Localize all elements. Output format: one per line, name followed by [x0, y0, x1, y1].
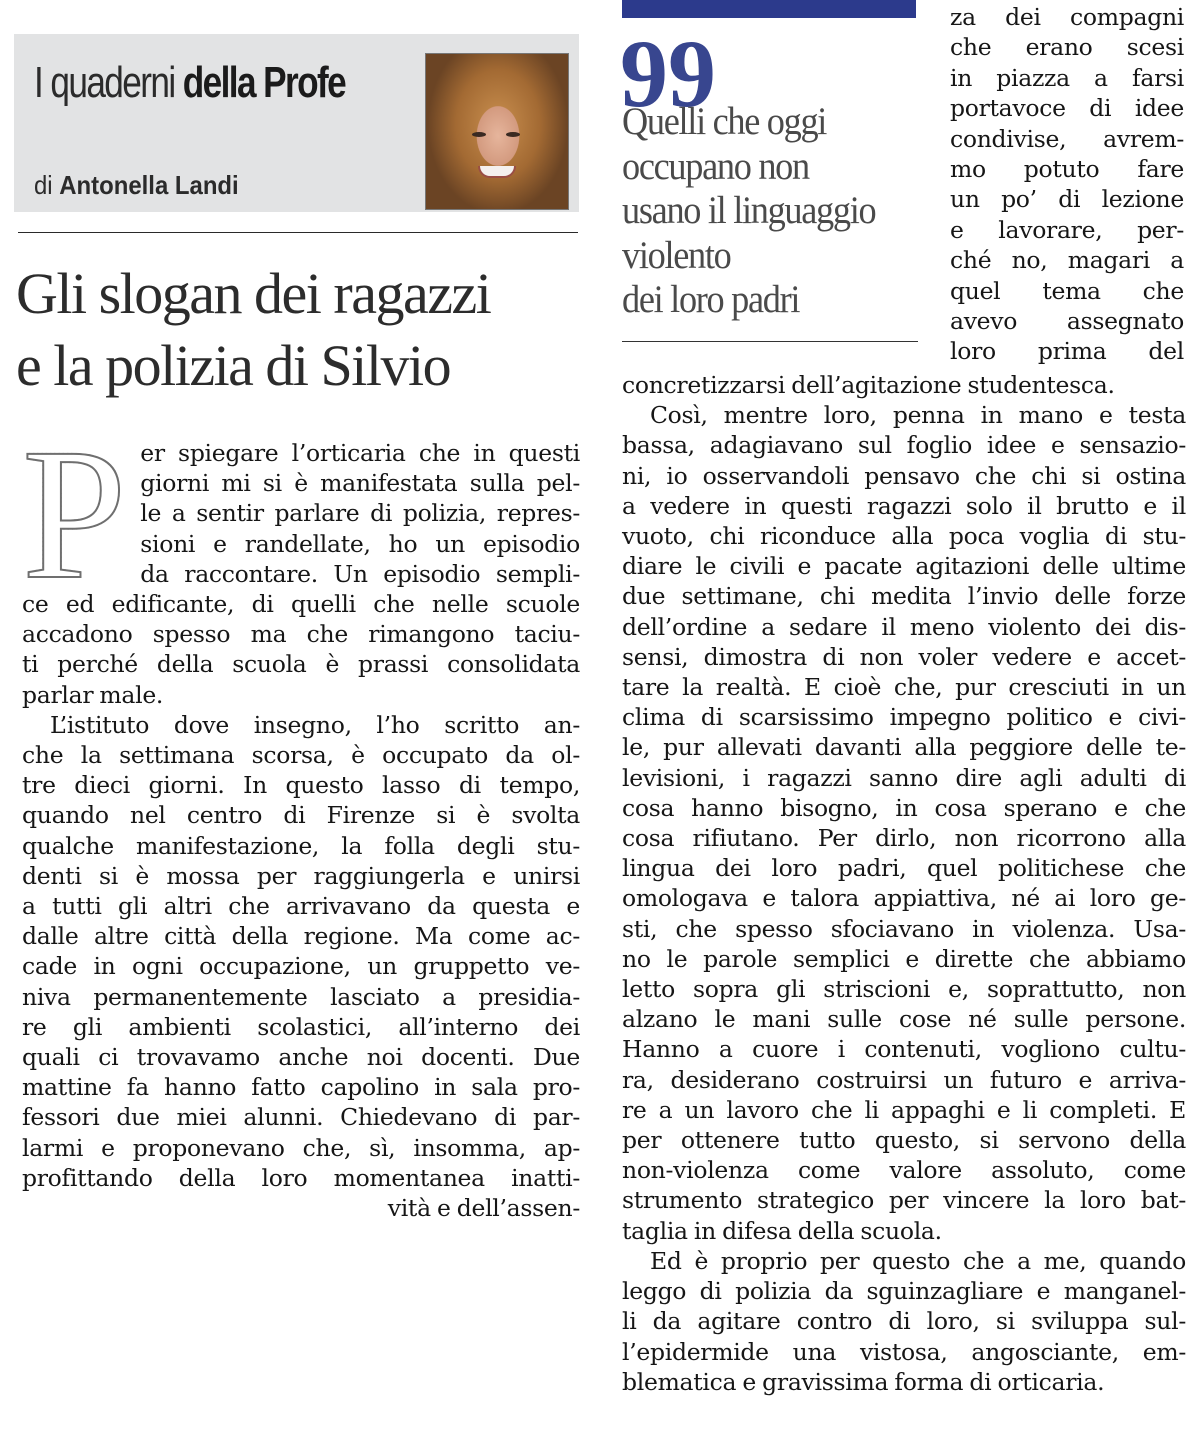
text-line: cosa hanno bisogno, in cosa sperano e che — [622, 793, 1186, 822]
pullquote-line: violento — [622, 233, 731, 277]
text-line: giorni mi si è manifestata sulla pel- — [140, 469, 580, 498]
text-line: ni, io osservandoli pensavo che chi si ostina — [622, 461, 1186, 490]
paragraph-5 — [622, 1246, 1186, 1397]
text-line: dell’ordine a sedare il meno violento dei dis- — [622, 612, 1186, 641]
text-line: quel tema che — [950, 276, 1184, 305]
author-photo — [425, 53, 569, 210]
text-line: diare le civili e pacate agitazioni delle ultime — [622, 552, 1186, 581]
author-name: Antonella Landi — [59, 170, 239, 200]
text-line: profittando della loro momentanea inatti- — [22, 1163, 580, 1192]
text-line: vuoto, chi riconduce alla poca voglia di stu- — [622, 522, 1186, 551]
text-line: che erano scesi — [950, 33, 1184, 62]
right-column-narrow — [950, 2, 1184, 367]
drop-cap: P — [22, 409, 127, 618]
text-line: li da agitare contro di loro, si sviluppa sul- — [622, 1307, 1186, 1336]
text-line: in piazza a farsi — [950, 63, 1184, 92]
series-title-light: I quaderni — [34, 58, 175, 107]
byline-prefix: di — [34, 170, 53, 200]
text-line: denti si è mossa per raggiungerla e unirsi — [22, 861, 580, 890]
text-line: clima di scarsissimo impegno politico e civi- — [622, 703, 1186, 732]
text-line: parlar male. — [22, 680, 164, 709]
text-line: sioni e randellate, ho un episodio — [140, 529, 580, 558]
text-line: non-violenza come valore assoluto, come — [622, 1156, 1186, 1185]
text-line: dalle altre città della regione. Ma come ac- — [22, 922, 580, 951]
text-line: per ottenere tutto questo, si servono della — [622, 1126, 1186, 1155]
pullquote — [622, 100, 901, 323]
text-line: leggo di polizia da sguinzagliare e manganel- — [622, 1277, 1186, 1306]
text-line: Hanno a cuore i contenuti, vogliono cultu- — [622, 1035, 1186, 1064]
text-line: ra, desiderano costruirsi un futuro e arriva- — [622, 1065, 1186, 1094]
text-line: vità e dell’assen- — [387, 1194, 580, 1223]
text-line: avevo assegnato — [950, 307, 1184, 336]
text-line: strumento strategico per vincere la loro bat- — [622, 1186, 1186, 1215]
text-line: Così, mentre loro, penna in mano e testa — [650, 401, 1186, 430]
left-column-body — [22, 409, 580, 1223]
text-line: mattine fa hanno fatto capolino in sala pro- — [22, 1073, 580, 1102]
series-title-bold: della Profe — [182, 58, 346, 107]
paragraph-2 — [22, 710, 580, 1223]
text-line: portavoce di idee — [950, 94, 1184, 123]
text-line: tare la realtà. E cioè che, pur cresciuti in un — [622, 673, 1186, 702]
text-line: quando nel centro di Firenze si è svolta — [22, 801, 580, 830]
text-line: e lavorare, per- — [950, 215, 1184, 244]
headline-line-2: e la polizia di Silvio — [16, 333, 451, 398]
headline-line-1: Gli slogan dei ragazzi — [16, 261, 491, 326]
text-line: lingua dei loro padri, quel politichese che — [622, 854, 1186, 883]
text-line: niva permanentemente lasciato a presidia- — [22, 982, 580, 1011]
text-line: che la settimana scorsa, è occupato da ol- — [22, 741, 580, 770]
byline — [34, 170, 239, 201]
photo-mouth — [478, 166, 516, 178]
text-line: L’istituto dove insegno, l’ho scritto an- — [50, 710, 580, 739]
pullquote-line: usano il linguaggio — [622, 189, 876, 232]
pullquote-line: Quelli che oggi — [622, 100, 827, 143]
column-series-title — [34, 58, 345, 108]
text-line: levisioni, i ragazzi sanno dire agli adulti di — [622, 763, 1186, 792]
text-line: le, pur allevati davanti alla peggiore delle te- — [622, 733, 1186, 762]
text-line: ché no, magari a — [950, 246, 1184, 275]
text-line: a tutti gli altri che arrivavano da questa e — [22, 892, 580, 921]
text-line: condivise, avrem- — [950, 124, 1184, 153]
text-line: alzano le mani sulle cose né sulle persone. — [622, 1005, 1186, 1034]
text-line: omologava e talora appiattiva, né ai loro ge- — [622, 884, 1186, 913]
text-line: tre dieci giorni. In questo lasso di tempo, — [22, 771, 580, 800]
text-line: qualche manifestazione, la folla degli stu- — [22, 831, 580, 860]
text-line: sti, che spesso sfociavano in violenza. Usa- — [622, 914, 1186, 943]
text-line: a vedere in questi ragazzi solo il brutto e il — [622, 491, 1186, 520]
text-line: ti perché della scuola è prassi consolidata — [22, 650, 580, 679]
pullquote-line: occupano non — [622, 144, 809, 188]
header-divider — [18, 232, 578, 233]
paragraph-4 — [622, 400, 1186, 1246]
text-line: bassa, adagiavano sul foglio idee e sensazio- — [622, 431, 1186, 460]
text-line: loro prima del — [950, 337, 1184, 366]
pullquote-divider — [622, 341, 918, 342]
photo-eye-right — [506, 132, 520, 137]
text-line: er spiegare l’orticaria che in questi — [140, 439, 580, 467]
text-line: accadono spesso ma che rimangono taciu- — [22, 620, 580, 649]
text-line: re a un lavoro che li appaghi e li completi. E — [622, 1095, 1186, 1124]
text-line: no le parole semplici e dirette che abbiamo — [622, 944, 1186, 973]
right-column-wide — [622, 370, 1186, 1397]
pullquote-line: dei loro padri — [622, 278, 800, 321]
text-line: due settimane, chi medita l’invio delle forze — [622, 582, 1186, 611]
text-line: letto sopra gli striscioni e, soprattutto, non — [622, 975, 1186, 1004]
text-line: sensi, dimostra di non voler vedere e accet- — [622, 642, 1186, 671]
text-line: Ed è proprio per questo che a me, quando — [650, 1246, 1186, 1275]
text-line: le a sentir parlare di polizia, repres- — [140, 499, 580, 528]
text-line: quali ci trovavamo anche noi docenti. Due — [22, 1043, 580, 1072]
text-line: mo potuto fare — [950, 155, 1184, 184]
text-line: re gli ambienti scolastici, all’interno dei — [22, 1012, 580, 1041]
text-line: larmi e proponevano che, sì, insomma, ap- — [22, 1133, 580, 1162]
text-line: l’epidermide una vistosa, angosciante, em- — [622, 1337, 1186, 1366]
text-line: za dei compagni — [950, 3, 1184, 31]
text-line: da raccontare. Un episodio sempli- — [140, 559, 580, 588]
photo-eye-left — [472, 132, 486, 137]
text-line: cosa rifiutano. Per dirlo, non ricorrono alla — [622, 824, 1186, 853]
text-line: cade in ogni occupazione, un gruppetto ve- — [22, 952, 580, 981]
article-headline — [16, 258, 596, 402]
pullquote-bar — [622, 0, 916, 18]
text-line: blematica e gravissima forma di orticaria. — [622, 1367, 1105, 1396]
text-line: fessori due miei alunni. Chiedevano di par- — [22, 1103, 580, 1132]
quote-mark-icon: 99 — [620, 20, 716, 127]
text-line: taglia in difesa della scuola. — [622, 1216, 942, 1245]
text-line: ce ed edificante, di quelli che nelle scuole — [22, 590, 580, 619]
paragraph-3-end: concretizzarsi dell’agitazione studentesca. — [622, 371, 1115, 399]
text-line: un po’ di lezione — [950, 185, 1184, 214]
